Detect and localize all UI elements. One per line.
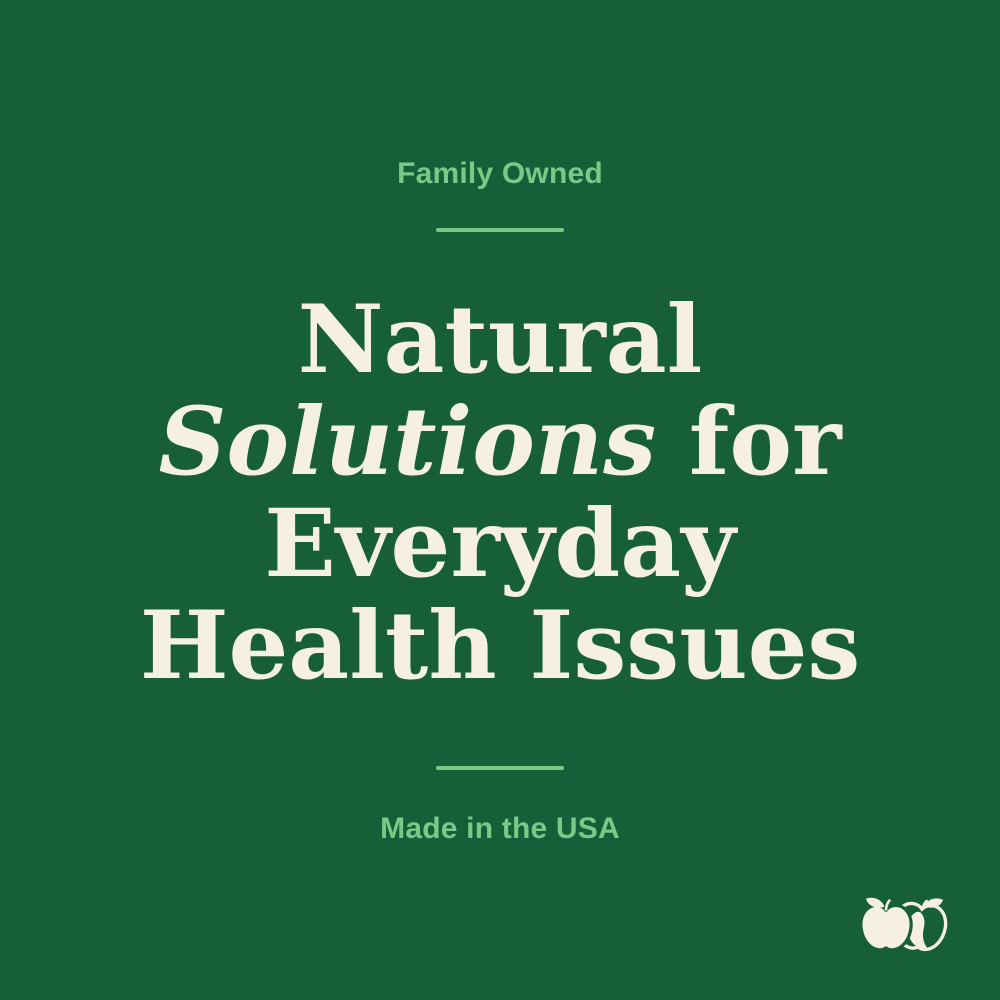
headline-line-1: Natural — [297, 285, 703, 395]
family-owned-label: Family Owned — [397, 157, 603, 190]
two-apples-icon — [856, 894, 952, 960]
headline-line-3: Everyday — [264, 489, 736, 599]
headline — [0, 285, 1000, 701]
headline-line-2 — [0, 387, 1000, 497]
headline-line-2-regular: for — [656, 387, 842, 497]
bottom-divider — [436, 766, 564, 770]
top-divider — [436, 228, 564, 232]
headline-line-4: Health Issues — [139, 591, 861, 701]
headline-line-2-italic: Solutions — [158, 387, 657, 497]
made-in-usa-label: Made in the USA — [380, 812, 620, 845]
